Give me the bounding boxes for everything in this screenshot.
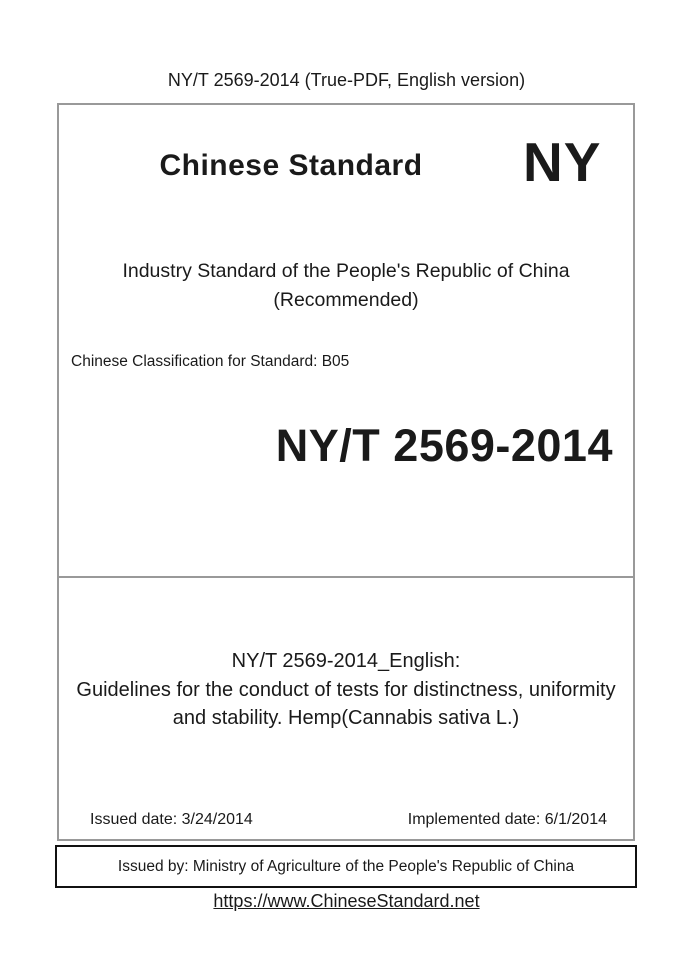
subtitle-line-2: (Recommended): [273, 289, 419, 311]
dates-row: [59, 811, 633, 829]
classification-label: Chinese Classification for Standard: B05: [71, 353, 350, 370]
issued-date-label: Issued date: 3/24/2014: [90, 811, 253, 828]
standard-prefix-logo: NY: [523, 131, 602, 193]
page-header-label: NY/T 2569-2014 (True-PDF, English version): [167, 70, 526, 90]
subtitle-line-1: Industry Standard of the People's Republic of China: [122, 260, 570, 282]
footer: [0, 891, 693, 912]
subtitle-block: [59, 257, 633, 315]
standard-number: NY/T 2569-2014: [275, 420, 613, 471]
implemented-date-label: Implemented date: 6/1/2014: [407, 811, 607, 828]
section-divider: [57, 576, 635, 578]
english-title-line-2: Guidelines for the conduct of tests for distinctness, uniformity: [76, 678, 616, 701]
english-title-line-1: NY/T 2569-2014_English:: [231, 650, 461, 672]
issued-by-label: Issued by: Ministry of Agriculture of the People's Republic of China: [117, 857, 575, 875]
brand-title-row: [59, 131, 633, 193]
english-title-block: [59, 647, 633, 733]
website-link[interactable]: https://www.ChineseStandard.net: [213, 891, 480, 911]
issued-by-strip: [55, 845, 637, 888]
brand-title: Chinese Standard: [159, 149, 423, 182]
english-title-line-3: and stability. Hemp(Cannabis sativa L.): [172, 707, 520, 729]
cover-main-box: [57, 103, 635, 841]
